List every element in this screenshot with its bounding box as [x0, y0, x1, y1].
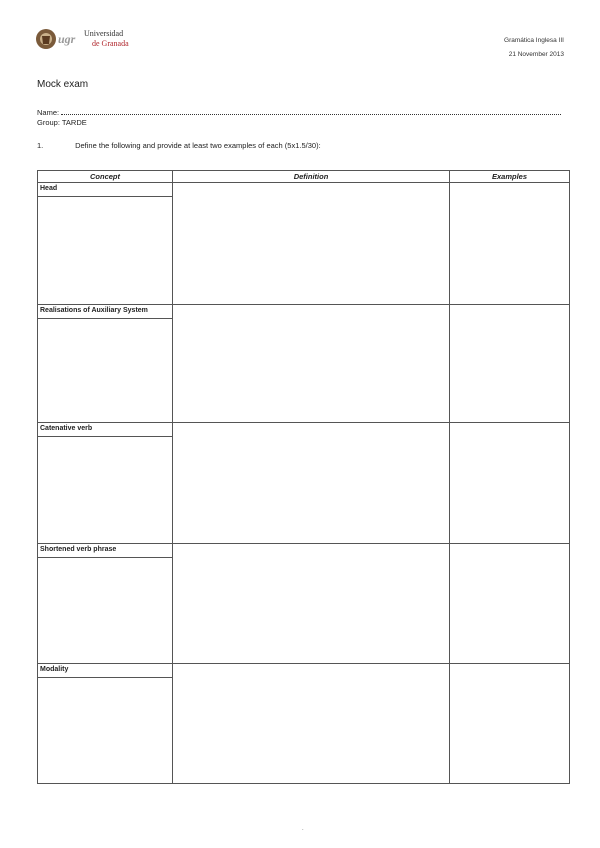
university-logo	[34, 24, 129, 54]
column-header-definition: Definition	[173, 171, 450, 183]
page-footer-mark: .	[302, 826, 304, 832]
name-dotted-line	[61, 108, 561, 115]
question-number: 1.	[37, 141, 44, 150]
university-name	[84, 29, 129, 49]
concept-label: Head	[38, 183, 173, 197]
header-info	[504, 34, 564, 62]
coat-of-arms-icon	[34, 24, 80, 54]
group-label: Group: TARDE	[37, 118, 87, 127]
examples-cell[interactable]	[450, 305, 570, 423]
concept-cell	[38, 305, 173, 423]
course-name: Gramática Inglesa III	[504, 37, 564, 44]
examples-cell[interactable]	[450, 423, 570, 544]
examples-cell[interactable]	[450, 664, 570, 784]
exam-table	[37, 170, 570, 784]
examples-cell[interactable]	[450, 544, 570, 664]
definition-cell[interactable]	[173, 305, 450, 423]
question-instruction	[37, 141, 321, 150]
table-row	[38, 544, 570, 664]
definition-cell[interactable]	[173, 183, 450, 305]
svg-text:ugr: ugr	[58, 32, 76, 46]
question-text: Define the following and provide at least two examples of each (5x1.5/30):	[75, 141, 321, 150]
table-row	[38, 664, 570, 784]
concept-label: Realisations of Auxiliary System	[38, 305, 173, 319]
university-name-line2: de Granada	[92, 39, 129, 48]
concept-label: Modality	[38, 664, 173, 678]
concept-cell	[38, 544, 173, 664]
column-header-examples: Examples	[450, 171, 570, 183]
exam-date: 21 November 2013	[508, 51, 564, 58]
concept-label: Shortened verb phrase	[38, 544, 173, 558]
examples-cell[interactable]	[450, 183, 570, 305]
concept-cell	[38, 423, 173, 544]
page-title: Mock exam	[37, 79, 89, 90]
concept-label: Catenative verb	[38, 423, 173, 437]
name-label: Name:	[37, 108, 60, 117]
concept-cell	[38, 183, 173, 305]
table-row	[38, 305, 570, 423]
column-header-concept: Concept	[38, 171, 173, 183]
definition-cell[interactable]	[173, 544, 450, 664]
name-field[interactable]	[37, 108, 572, 117]
table-row	[38, 183, 570, 305]
concept-cell	[38, 664, 173, 784]
definition-cell[interactable]	[173, 423, 450, 544]
table-row	[38, 423, 570, 544]
university-name-line1: Universidad	[84, 29, 124, 38]
table-header-row	[38, 171, 570, 183]
definition-cell[interactable]	[173, 664, 450, 784]
